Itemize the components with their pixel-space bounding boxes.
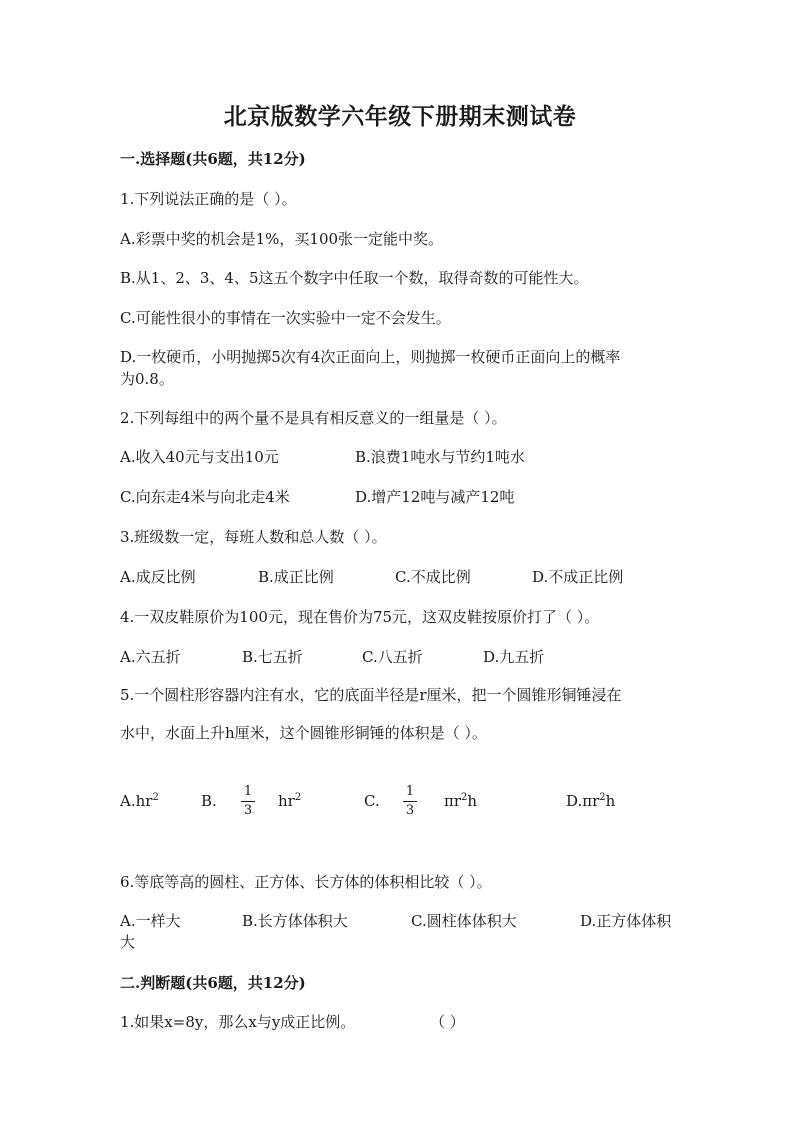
question-2-option-c: C.向东走4米与向北走4米 bbox=[120, 488, 290, 506]
question-2-option-b: B.浪费1吨水与节约1吨水 bbox=[355, 448, 525, 466]
fraction-denominator: 3 bbox=[243, 803, 253, 818]
question-6-option-c: C.圆柱体体积大 bbox=[411, 912, 517, 930]
question-6-option-a: A.一样大 bbox=[120, 912, 181, 930]
question-6-option-d-line2: 大 bbox=[120, 933, 136, 951]
superscript-two: 2 bbox=[294, 792, 302, 803]
fraction-one-third-c bbox=[403, 784, 417, 819]
page-title: 北京版数学六年级下册期末测试卷 bbox=[223, 103, 577, 130]
judgment-1-stem: 1.如果x=8y，那么x与y成正比例。 bbox=[120, 1013, 356, 1031]
question-1-option-c: C.可能性很小的事情在一次实验中一定不会发生。 bbox=[120, 309, 451, 327]
question-6-stem: 6.等底等高的圆柱、正方体、长方体的体积相比较（ ）。 bbox=[120, 873, 492, 891]
section-heading-choice: 一.选择题(共6题，共12分) bbox=[120, 150, 306, 168]
fraction-numerator: 1 bbox=[241, 784, 255, 802]
question-5-option-b-expr: hr bbox=[278, 792, 295, 810]
question-5-option-a bbox=[120, 790, 159, 812]
judgment-1-answer-blank: （ ） bbox=[430, 1013, 465, 1031]
question-5-option-b-text bbox=[278, 790, 301, 812]
question-1-option-d-line1: D.一枚硬币，小明抛掷5次有4次正面向上，则抛掷一枚硬币正面向上的概率 bbox=[120, 348, 621, 366]
question-4-stem: 4.一双皮鞋原价为100元，现在售价为75元，这双皮鞋按原价打了（ ）。 bbox=[120, 608, 600, 626]
question-3-stem: 3.班级数一定，每班人数和总人数（ ）。 bbox=[120, 528, 387, 546]
question-5-option-d-suffix: h bbox=[605, 792, 616, 810]
question-3-option-a: A.成反比例 bbox=[120, 568, 196, 586]
question-1-option-b: B.从1、2、3、4、5这五个数字中任取一个数，取得奇数的可能性大。 bbox=[120, 269, 589, 287]
question-6-option-d-line1: D.正方体体积 bbox=[580, 912, 672, 930]
question-5-option-d bbox=[566, 790, 615, 812]
question-3-option-d: D.不成正比例 bbox=[532, 568, 624, 586]
section-heading-judgment: 二.判断题(共6题，共12分) bbox=[120, 974, 306, 992]
question-1-option-d-line2: 为0.8。 bbox=[120, 370, 174, 388]
superscript-two: 2 bbox=[152, 792, 159, 803]
question-3-option-b: B.成正比例 bbox=[258, 568, 334, 586]
question-3-option-c: C.不成比例 bbox=[395, 568, 471, 586]
question-4-option-a: A.六五折 bbox=[120, 648, 181, 666]
question-1-stem: 1.下列说法正确的是（ ）。 bbox=[120, 190, 297, 208]
fraction-numerator: 1 bbox=[403, 784, 417, 802]
question-4-option-d: D.九五折 bbox=[483, 648, 545, 666]
question-5-option-a-text: A.hr bbox=[120, 792, 153, 810]
question-5-stem-line2: 水中，水面上升h厘米，这个圆锥形铜锤的体积是（ ）。 bbox=[120, 724, 487, 742]
superscript-two: 2 bbox=[461, 792, 468, 803]
question-1-option-a: A.彩票中奖的机会是1%，买100张一定能中奖。 bbox=[120, 230, 444, 248]
question-5-option-b-label: B. bbox=[201, 792, 217, 810]
question-4-option-b: B.七五折 bbox=[242, 648, 303, 666]
question-5-option-c-text bbox=[444, 790, 477, 812]
question-2-option-d: D.增产12吨与减产12吨 bbox=[355, 488, 515, 506]
question-6-option-b: B.长方体体积大 bbox=[242, 912, 348, 930]
fraction-one-third-b bbox=[241, 784, 255, 819]
question-5-option-d-expr: D.πr bbox=[566, 792, 600, 810]
question-5-option-c-suffix: h bbox=[467, 792, 478, 810]
question-5-option-c-expr: πr bbox=[444, 792, 462, 810]
fraction-denominator: 3 bbox=[405, 803, 415, 818]
question-5-option-c-label: C. bbox=[364, 792, 380, 810]
question-2-stem: 2.下列每组中的两个量不是具有相反意义的一组量是（ ）。 bbox=[120, 409, 507, 427]
question-5-stem-line1: 5.一个圆柱形容器内注有水，它的底面半径是r厘米，把一个圆锥形铜锤浸在 bbox=[120, 686, 622, 704]
question-4-option-c: C.八五折 bbox=[362, 648, 423, 666]
question-2-option-a: A.收入40元与支出10元 bbox=[120, 448, 279, 466]
superscript-two: 2 bbox=[599, 792, 606, 803]
